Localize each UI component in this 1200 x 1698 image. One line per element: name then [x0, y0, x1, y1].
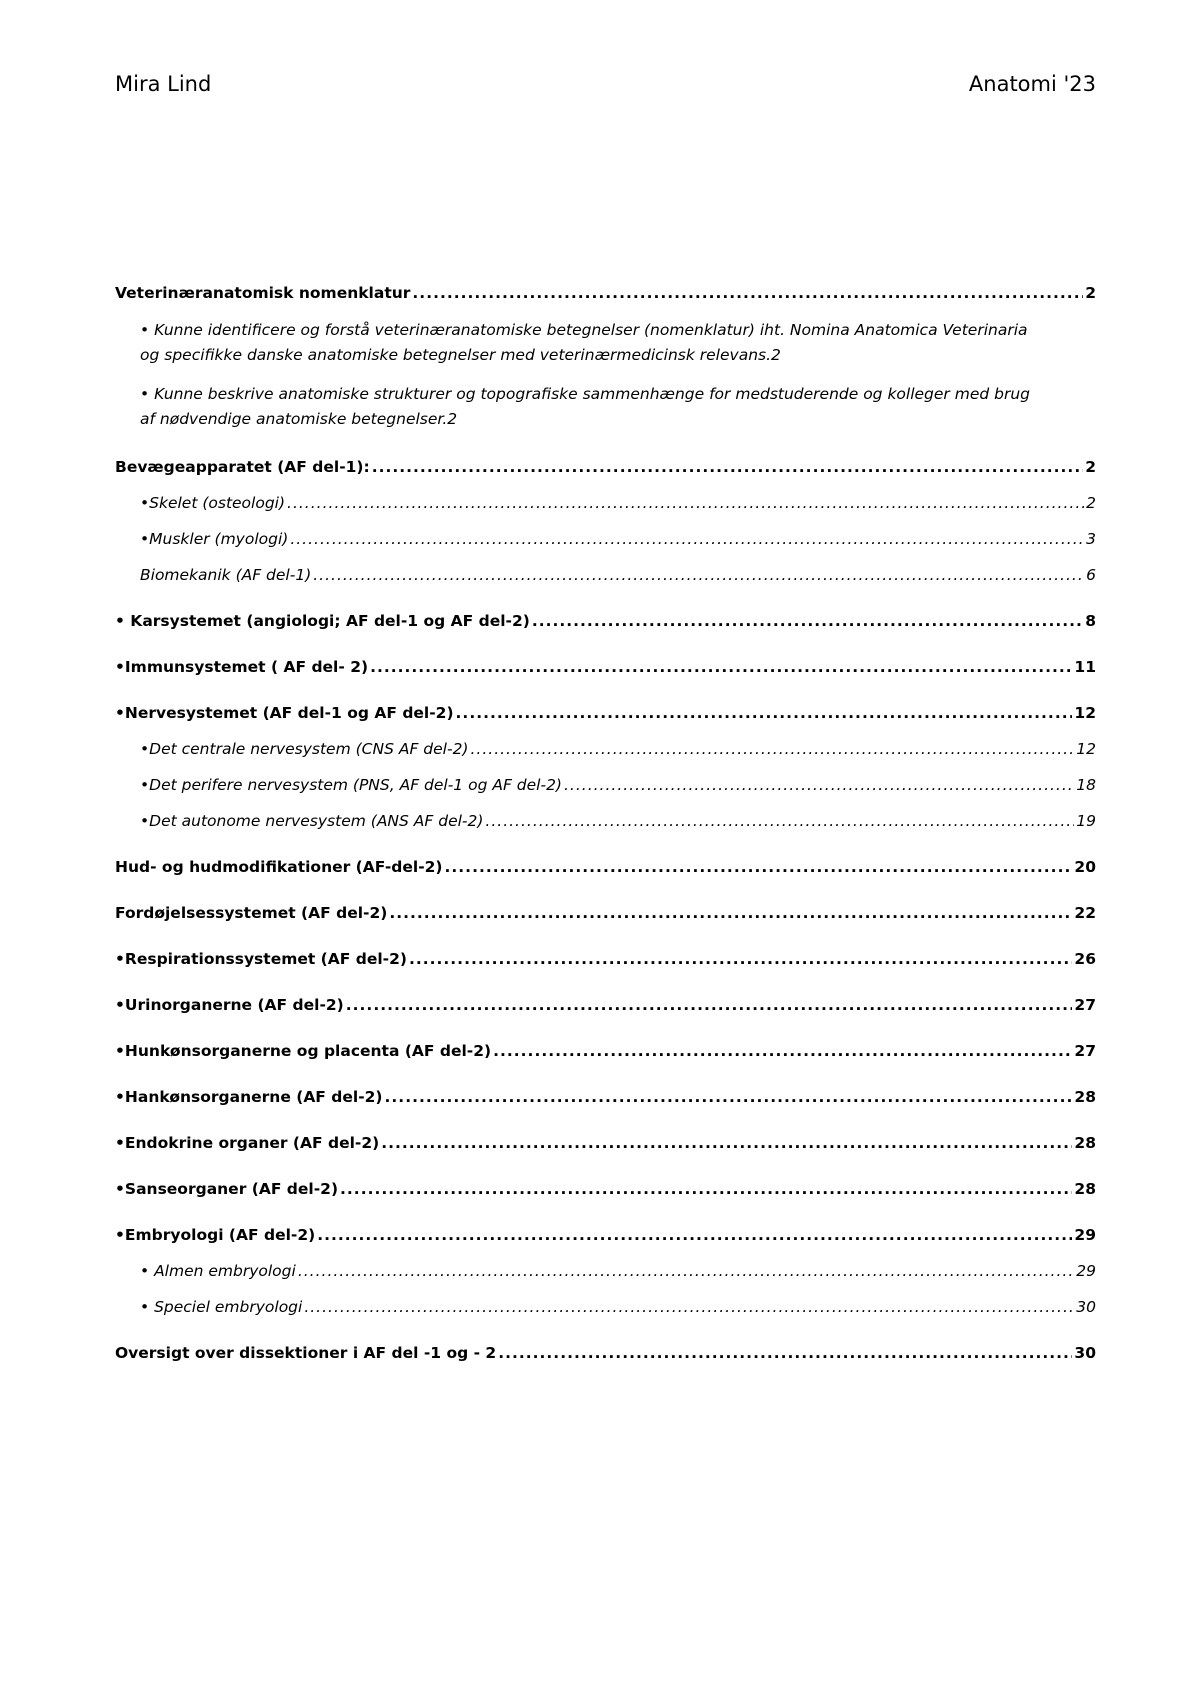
- toc-entry[interactable]: [115, 382, 1096, 432]
- toc-entry[interactable]: [115, 1040, 1096, 1062]
- toc-entry[interactable]: [115, 948, 1096, 970]
- toc-entry-page: 19: [1076, 812, 1096, 830]
- toc-entry-title: •Urinorganerne (AF del-2): [115, 996, 344, 1014]
- dot-leader: [381, 1132, 1072, 1154]
- toc-entry-title: Veterinæranatomisk nomenklatur: [115, 284, 411, 302]
- toc-entry-page: 29: [1076, 1262, 1096, 1280]
- dot-leader: [346, 994, 1073, 1016]
- toc-entry-title: •Skelet (osteologi): [140, 494, 286, 512]
- dot-leader: [298, 1260, 1074, 1282]
- toc-entry[interactable]: [115, 856, 1096, 878]
- toc-entry-page: 20: [1074, 858, 1096, 876]
- dot-leader: [470, 738, 1074, 760]
- toc-entry-title: Oversigt over dissektioner i AF del -1 og - 2: [115, 1344, 497, 1362]
- toc-entry[interactable]: [115, 902, 1096, 924]
- toc-entry-page: 30: [1076, 1298, 1096, 1316]
- toc-entry[interactable]: [115, 1260, 1096, 1282]
- dot-leader: [445, 856, 1073, 878]
- document-title: Anatomi '23: [968, 72, 1096, 96]
- toc-entry-page: 28: [1074, 1134, 1096, 1152]
- dot-leader: [498, 1342, 1072, 1364]
- toc-entry-page: 27: [1074, 996, 1096, 1014]
- dot-leader: [370, 656, 1072, 678]
- toc-entry[interactable]: [115, 1086, 1096, 1108]
- dot-leader: [409, 948, 1072, 970]
- toc-entry-title: • Speciel embryologi: [140, 1298, 303, 1316]
- dot-leader: [290, 528, 1084, 550]
- toc-entry-title: • Karsystemet (angiologi; AF del-1 og AF del-2): [115, 612, 530, 630]
- toc-entry[interactable]: [115, 810, 1096, 832]
- toc-entry-page: 6: [1086, 566, 1096, 584]
- toc-entry-title: •Muskler (myologi): [140, 530, 289, 548]
- page-header: [115, 72, 1096, 96]
- toc-entry-title: •Immunsystemet ( AF del- 2): [115, 658, 369, 676]
- toc-entry-page: 8: [1085, 612, 1096, 630]
- dot-leader: [287, 492, 1084, 514]
- toc-entry-page: 29: [1074, 1226, 1096, 1244]
- toc-entry[interactable]: [115, 456, 1096, 478]
- toc-entry-title: •Det autonome nervesystem (ANS AF del-2): [140, 812, 484, 830]
- toc-entry-title: •Hankønsorganerne (AF del-2): [115, 1088, 383, 1106]
- toc-entry[interactable]: [115, 774, 1096, 796]
- toc-entry[interactable]: [115, 1224, 1096, 1246]
- dot-leader: [456, 702, 1073, 724]
- dot-leader: [485, 810, 1074, 832]
- dot-leader: [313, 564, 1084, 586]
- dot-leader: [493, 1040, 1072, 1062]
- toc-entry-page: 2: [1085, 458, 1096, 476]
- toc-entry-page: 28: [1074, 1180, 1096, 1198]
- toc-entry-title: Hud- og hudmodifikationer (AF-del-2): [115, 858, 443, 876]
- toc-entry[interactable]: [115, 564, 1096, 586]
- toc-entry-page: 3: [1086, 530, 1096, 548]
- toc-entry-page: 2: [1086, 494, 1096, 512]
- toc-entry-title: • Almen embryologi: [140, 1262, 296, 1280]
- toc-entry[interactable]: [115, 1342, 1096, 1364]
- toc-entry-page: 26: [1074, 950, 1096, 968]
- toc-entry[interactable]: [115, 702, 1096, 724]
- table-of-contents: [115, 282, 1096, 1364]
- toc-entry-title: •Hunkønsorganerne og placenta (AF del-2): [115, 1042, 492, 1060]
- author-name: Mira Lind: [115, 72, 212, 96]
- toc-entry[interactable]: [115, 994, 1096, 1016]
- dot-leader: [317, 1224, 1072, 1246]
- dot-leader: [564, 774, 1074, 796]
- toc-entry-page: 2: [1085, 284, 1096, 302]
- dot-leader: [412, 282, 1083, 304]
- toc-entry-title: •Nervesystemet (AF del-1 og AF del-2): [115, 704, 454, 722]
- dot-leader: [340, 1178, 1072, 1200]
- toc-entry-page: 28: [1074, 1088, 1096, 1106]
- toc-entry-title: Biomekanik (AF del-1): [140, 566, 312, 584]
- toc-entry-page: 12: [1076, 740, 1096, 758]
- dot-leader: [372, 456, 1083, 478]
- toc-entry[interactable]: [115, 282, 1096, 304]
- toc-entry-title: •Det centrale nervesystem (CNS AF del-2): [140, 740, 469, 758]
- toc-entry-page: 12: [1074, 704, 1096, 722]
- toc-entry-title-cont: og specifikke danske anatomiske betegnelser med veterinærmedicinsk relevans.: [140, 346, 772, 364]
- toc-entry-title: •Sanseorganer (AF del-2): [115, 1180, 339, 1198]
- toc-entry-title: • Kunne identificere og forstå veterinæranatomiske betegnelser (nomenklatur) iht. Nomina Anatomica Veterinaria: [140, 321, 1028, 339]
- toc-entry[interactable]: [115, 528, 1096, 550]
- toc-entry[interactable]: [115, 1132, 1096, 1154]
- toc-entry-page: 2: [771, 346, 781, 364]
- toc-entry-title: •Embryologi (AF del-2): [115, 1226, 316, 1244]
- dot-leader: [304, 1296, 1074, 1318]
- toc-entry-title: •Endokrine organer (AF del-2): [115, 1134, 380, 1152]
- toc-entry[interactable]: [115, 610, 1096, 632]
- toc-entry[interactable]: [115, 492, 1096, 514]
- toc-entry[interactable]: [115, 318, 1096, 368]
- toc-entry-title: •Det perifere nervesystem (PNS, AF del-1 og AF del-2): [140, 776, 562, 794]
- toc-entry[interactable]: [115, 1178, 1096, 1200]
- toc-entry-title: Bevægeapparatet (AF del-1):: [115, 458, 370, 476]
- toc-entry[interactable]: [115, 738, 1096, 760]
- toc-entry-title: • Kunne beskrive anatomiske strukturer og topografiske sammenhænge for medstuderende og kolleger med brug: [140, 385, 1031, 403]
- toc-entry[interactable]: [115, 656, 1096, 678]
- toc-entry[interactable]: [115, 1296, 1096, 1318]
- dot-leader: [389, 902, 1072, 924]
- dot-leader: [385, 1086, 1073, 1108]
- toc-entry-page: 2: [447, 410, 458, 428]
- toc-entry-page: 22: [1074, 904, 1096, 922]
- toc-entry-title: •Respirationssystemet (AF del-2): [115, 950, 407, 968]
- toc-entry-page: 27: [1074, 1042, 1096, 1060]
- toc-entry-title: Fordøjelsessystemet (AF del-2): [115, 904, 388, 922]
- toc-entry-page: 30: [1074, 1344, 1096, 1362]
- toc-entry-page: 11: [1074, 658, 1096, 676]
- dot-leader: [532, 610, 1083, 632]
- toc-entry-title-cont: af nødvendige anatomiske betegnelser.: [140, 410, 448, 428]
- toc-entry-page: 18: [1076, 776, 1096, 794]
